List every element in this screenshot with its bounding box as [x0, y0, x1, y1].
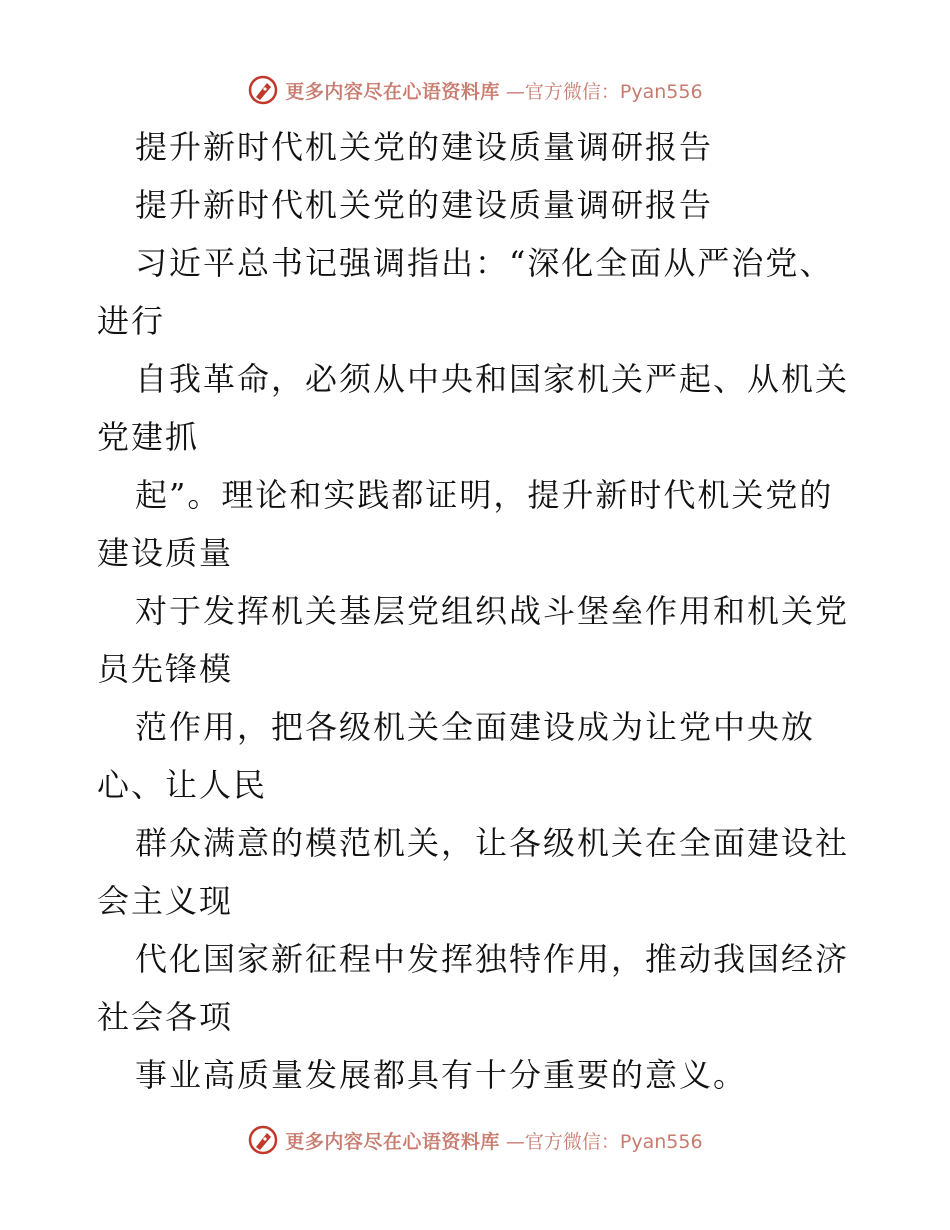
paragraph-line: 起”。理论和实践都证明，提升新时代机关党的	[135, 476, 834, 514]
paragraph-line: 范作用，把各级机关全面建设成为让党中央放	[135, 708, 816, 746]
paragraph-line: 员先锋模	[97, 650, 234, 688]
banner-contact: —官方微信：Pyan556	[505, 1130, 703, 1153]
paragraph-line: 事业高质量发展都具有十分重要的意义。	[135, 1056, 748, 1094]
pen-nib-logo-icon	[247, 1124, 279, 1156]
paragraph-line: 代化国家新征程中发挥独特作用，推动我国经济	[135, 940, 850, 978]
banner-contact: —官方微信：Pyan556	[505, 80, 703, 103]
paragraph-line: 群众满意的模范机关，让各级机关在全面建设社	[135, 824, 850, 862]
paragraph-line: 习近平总书记强调指出：“深化全面从严治党、	[135, 244, 834, 282]
paragraph-line: 自我革命，必须从中央和国家机关严起、从机关	[135, 360, 850, 398]
header-banner	[0, 72, 950, 108]
paragraph-line: 党建抓	[97, 418, 200, 456]
pen-nib-logo-icon	[247, 74, 279, 106]
document-subtitle: 提升新时代机关党的建设质量调研报告	[135, 186, 714, 224]
banner-text: 更多内容尽在心语资料库	[285, 1130, 500, 1153]
paragraph-line: 社会各项	[97, 998, 234, 1036]
document-body	[97, 118, 857, 1104]
paragraph-line: 会主义现	[97, 882, 234, 920]
paragraph-line: 建设质量	[97, 534, 234, 572]
document-title: 提升新时代机关党的建设质量调研报告	[135, 128, 714, 166]
paragraph-line: 进行	[97, 302, 166, 340]
paragraph-line: 心、让人民	[97, 766, 268, 804]
footer-banner	[0, 1122, 950, 1158]
paragraph-line: 对于发挥机关基层党组织战斗堡垒作用和机关党	[135, 592, 850, 630]
banner-text: 更多内容尽在心语资料库	[285, 80, 500, 103]
